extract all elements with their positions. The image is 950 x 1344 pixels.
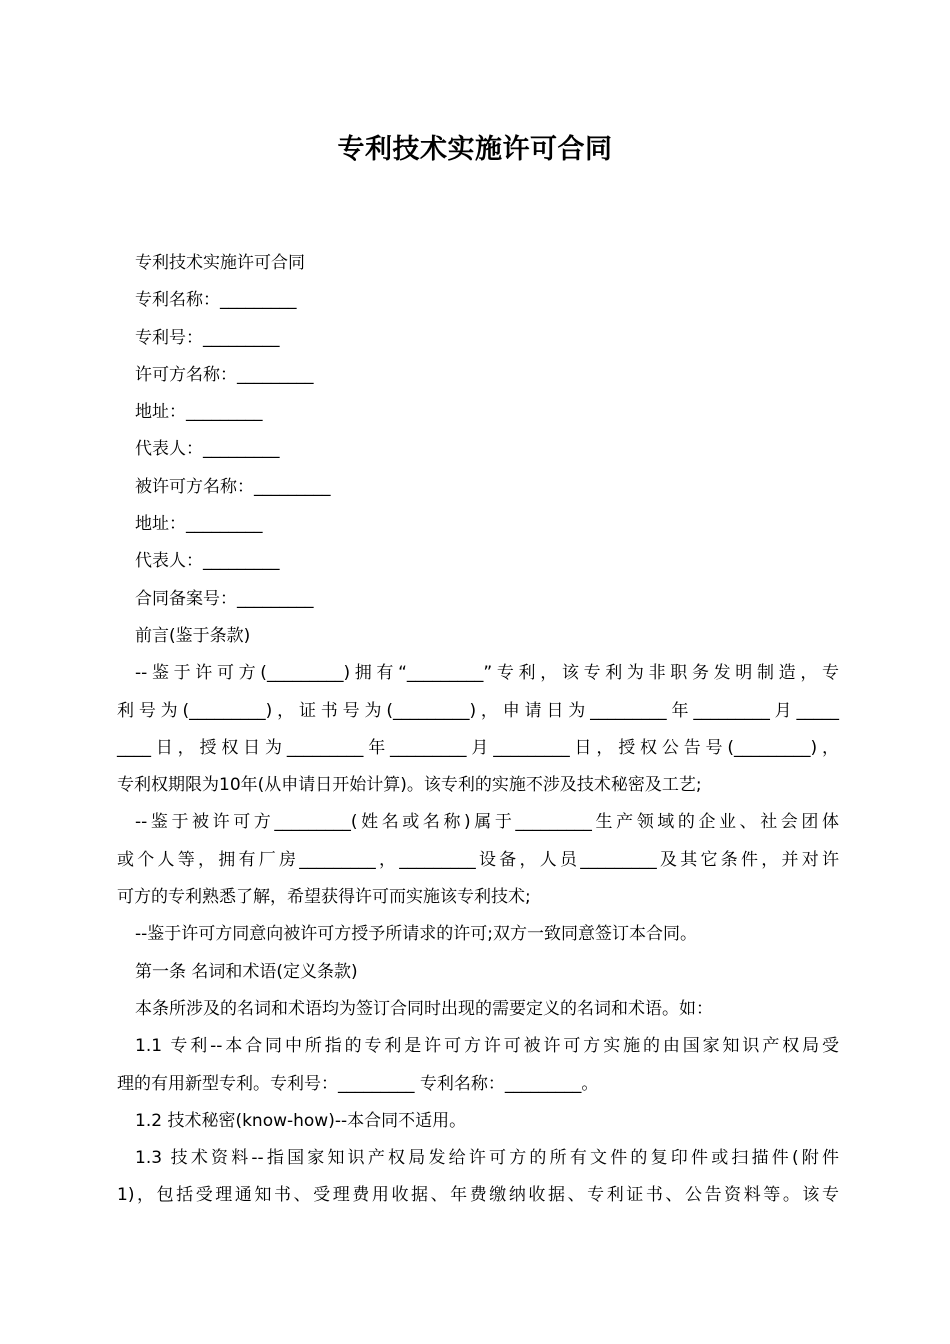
preamble-paragraph-1-line-2: 利号为(_________)，证书号为(_________)，申请日为_________年_________月_____ — [117, 700, 839, 721]
article-1-heading: 第一条 名词和术语(定义条款) — [135, 961, 358, 982]
preamble-heading: 前言(鉴于条款) — [135, 625, 251, 646]
document-title: 专利技术实施许可合同 — [337, 134, 613, 165]
clause-1-1-line-2: 理的有用新型专利。专利号：_________ 专利名称：_________。 — [117, 1073, 599, 1094]
licensor-name-line: 许可方名称：_________ — [135, 364, 314, 385]
licensor-address-line: 地址：_________ — [135, 402, 263, 423]
patent-number-line: 专利号：_________ — [135, 327, 280, 348]
clause-1-3-line-2: 1)，包括受理通知书、受理费用收据、年费缴纳收据、专利证书、公告资料等。该专 — [117, 1185, 839, 1206]
licensee-representative-line: 代表人：_________ — [135, 551, 280, 572]
preamble-paragraph-1-line-4: 专利权期限为10年(从申请日开始计算)。该专利的实施不涉及技术秘密及工艺; — [117, 775, 702, 796]
licensee-address-line: 地址：_________ — [135, 514, 263, 535]
document-body — [117, 245, 839, 1215]
licensor-representative-line: 代表人：_________ — [135, 439, 280, 460]
licensee-name-line: 被许可方名称：_________ — [135, 476, 331, 497]
patent-name-line: 专利名称：_________ — [135, 290, 297, 311]
article-1-intro: 本条所涉及的名词和术语均为签订合同时出现的需要定义的名词和术语。如： — [135, 998, 713, 1019]
preamble-paragraph-2-line-3: 可方的专利熟悉了解，希望获得许可而实施该专利技术; — [117, 887, 531, 908]
contract-heading-line: 专利技术实施许可合同 — [135, 253, 305, 273]
preamble-paragraph-1-line-1: --鉴于许可方(_________)拥有“_________”专利，该专利为非职务发明制造，专 — [135, 663, 839, 684]
preamble-paragraph-3: --鉴于许可方同意向被许可方授予所请求的许可;双方一致同意签订本合同。 — [135, 924, 697, 945]
preamble-paragraph-2-line-2: 或个人等，拥有厂房_________，_________设备，人员_________及其它条件，并对许 — [117, 849, 839, 870]
preamble-paragraph-2-line-1: --鉴于被许可方_________(姓名或名称)属于_________生产领域的企业、社会团体 — [135, 812, 839, 833]
clause-1-1-line-1: 1.1 专利--本合同中所指的专利是许可方许可被许可方实施的由国家知识产权局受 — [135, 1036, 839, 1057]
filing-number-line: 合同备案号：_________ — [135, 588, 314, 609]
preamble-paragraph-1-line-3: ____日，授权日为_________年_________月_________日，授权公告号(_________)， — [117, 737, 839, 758]
clause-1-2: 1.2 技术秘密(know-how)--本合同不适用。 — [135, 1110, 467, 1131]
clause-1-3-line-1: 1.3 技术资料--指国家知识产权局发给许可方的所有文件的复印件或扫描件(附件 — [135, 1148, 839, 1169]
